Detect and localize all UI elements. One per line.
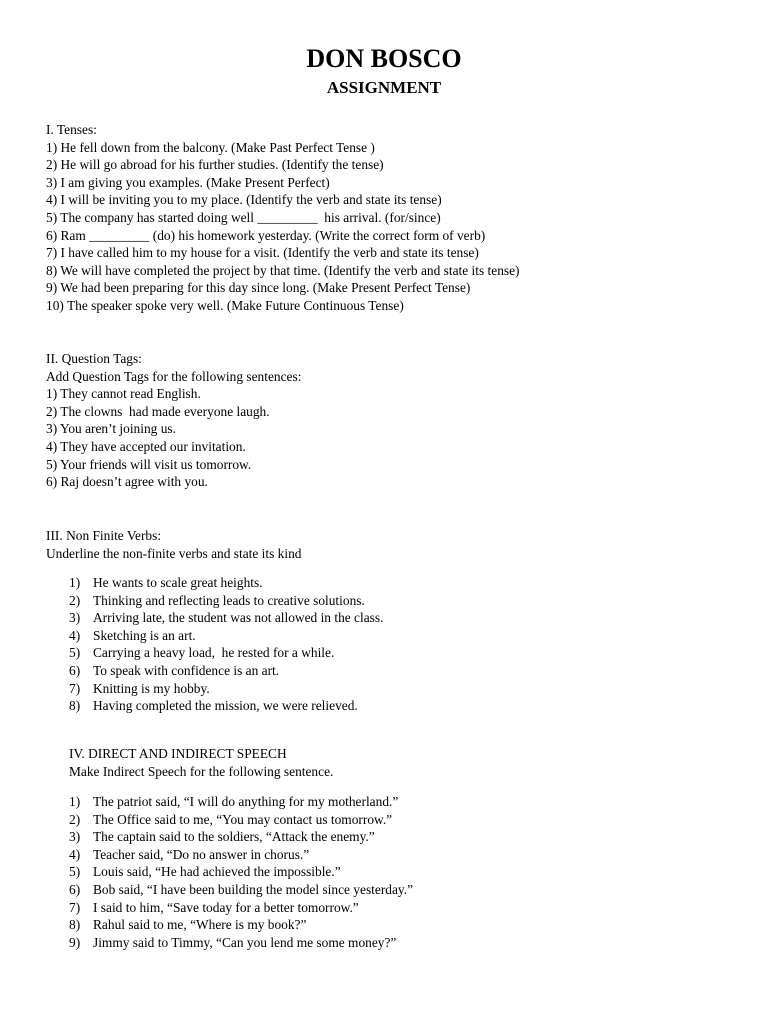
section-tenses — [46, 121, 746, 315]
item-text: Bob said, “I have been building the model since yesterday.” — [93, 881, 414, 897]
item-text: Having completed the mission, we were relieved. — [93, 698, 358, 714]
section-non-finite-heading — [46, 527, 746, 562]
list-item: 8) We will have completed the project by that time. (Identify the verb and state its tense) — [46, 262, 520, 278]
page-title: DON BOSCO — [306, 44, 462, 73]
list-item: 1) They cannot read English. — [46, 386, 201, 402]
list-item — [69, 811, 749, 829]
page-subtitle: ASSIGNMENT — [326, 78, 442, 97]
list-item: 2) The clowns had made everyone laugh. — [46, 403, 270, 419]
list-item — [69, 793, 749, 811]
list-item: 5) The company has started doing well _________ his arrival. (for/since) — [46, 209, 441, 225]
item-text: Jimmy said to Timmy, “Can you lend me some money?” — [93, 934, 397, 950]
list-item: 2) He will go abroad for his further studies. (Identify the tense) — [46, 157, 384, 173]
list-item — [69, 863, 749, 881]
item-number: 2) — [69, 592, 81, 608]
item-text: Arriving late, the student was not allowed in the class. — [93, 610, 384, 626]
item-number: 1) — [69, 794, 81, 809]
item-text: Knitting is my hobby. — [93, 680, 210, 696]
list-item — [69, 899, 749, 917]
item-number: 8) — [69, 917, 81, 933]
list-item — [69, 662, 749, 680]
list-item: 3) I am giving you examples. (Make Present Perfect) — [46, 174, 330, 190]
section-heading: II. Question Tags: — [46, 351, 142, 366]
list-item — [69, 846, 749, 864]
item-number: 8) — [69, 698, 81, 714]
list-item: 4) I will be inviting you to my place. (Identify the verb and state its tense) — [46, 192, 442, 208]
item-text: The patriot said, “I will do anything for my motherland.” — [93, 794, 399, 809]
list-item: 3) You aren’t joining us. — [46, 421, 176, 437]
list-item: 5) Your friends will visit us tomorrow. — [46, 456, 252, 472]
item-number: 3) — [69, 829, 81, 845]
item-number: 7) — [69, 680, 81, 696]
item-text: To speak with confidence is an art. — [93, 662, 280, 678]
section-speech-heading — [69, 745, 768, 780]
item-text: I said to him, “Save today for a better tomorrow.” — [93, 899, 359, 915]
list-item — [69, 609, 749, 627]
list-item — [69, 916, 749, 934]
item-text: Sketching is an art. — [93, 627, 196, 643]
item-text: Louis said, “He had achieved the impossible.” — [93, 864, 341, 880]
item-number: 2) — [69, 811, 81, 827]
list-item — [69, 680, 749, 698]
list-item: 6) Raj doesn’t agree with you. — [46, 474, 208, 490]
section-non-finite-list — [69, 574, 749, 715]
list-item — [69, 697, 749, 715]
list-item — [69, 592, 749, 610]
item-number: 9) — [69, 934, 81, 950]
item-text: The captain said to the soldiers, “Attack the enemy.” — [93, 829, 375, 845]
section-heading: I. Tenses: — [46, 122, 97, 137]
list-item: 7) I have called him to my house for a visit. (Identify the verb and state its tense) — [46, 245, 479, 261]
list-item — [69, 828, 749, 846]
item-text: Rahul said to me, “Where is my book?” — [93, 917, 307, 933]
list-item — [69, 574, 749, 592]
item-number: 5) — [69, 645, 81, 661]
list-item: 10) The speaker spoke very well. (Make Future Continuous Tense) — [46, 297, 404, 313]
item-number: 5) — [69, 864, 81, 880]
section-instruction: Make Indirect Speech for the following sentence. — [69, 763, 334, 779]
section-speech-list — [69, 793, 749, 951]
item-number: 6) — [69, 662, 81, 678]
list-item — [69, 934, 749, 952]
item-text: Teacher said, “Do no answer in chorus.” — [93, 846, 310, 862]
item-text: Carrying a heavy load, he rested for a while. — [93, 645, 335, 661]
list-item: 6) Ram _________ (do) his homework yesterday. (Write the correct form of verb) — [46, 227, 486, 243]
item-number: 4) — [69, 846, 81, 862]
section-instruction: Underline the non-finite verbs and state its kind — [46, 545, 302, 561]
item-text: He wants to scale great heights. — [93, 575, 263, 590]
item-text: Thinking and reflecting leads to creative solutions. — [93, 592, 365, 608]
list-item — [69, 644, 749, 662]
item-number: 7) — [69, 899, 81, 915]
item-number: 3) — [69, 610, 81, 626]
section-heading: III. Non Finite Verbs: — [46, 528, 162, 543]
section-instruction: Add Question Tags for the following sentences: — [46, 368, 302, 384]
item-number: 1) — [69, 575, 81, 590]
list-item: 9) We had been preparing for this day since long. (Make Present Perfect Tense) — [46, 280, 471, 296]
list-item — [69, 881, 749, 899]
item-text: The Office said to me, “You may contact us tomorrow.” — [93, 811, 393, 827]
list-item: 4) They have accepted our invitation. — [46, 438, 246, 454]
item-number: 6) — [69, 881, 81, 897]
item-number: 4) — [69, 627, 81, 643]
list-item: 1) He fell down from the balcony. (Make Past Perfect Tense ) — [46, 139, 375, 155]
list-item — [69, 627, 749, 645]
section-heading: IV. DIRECT AND INDIRECT SPEECH — [69, 746, 287, 761]
section-question-tags — [46, 350, 746, 491]
